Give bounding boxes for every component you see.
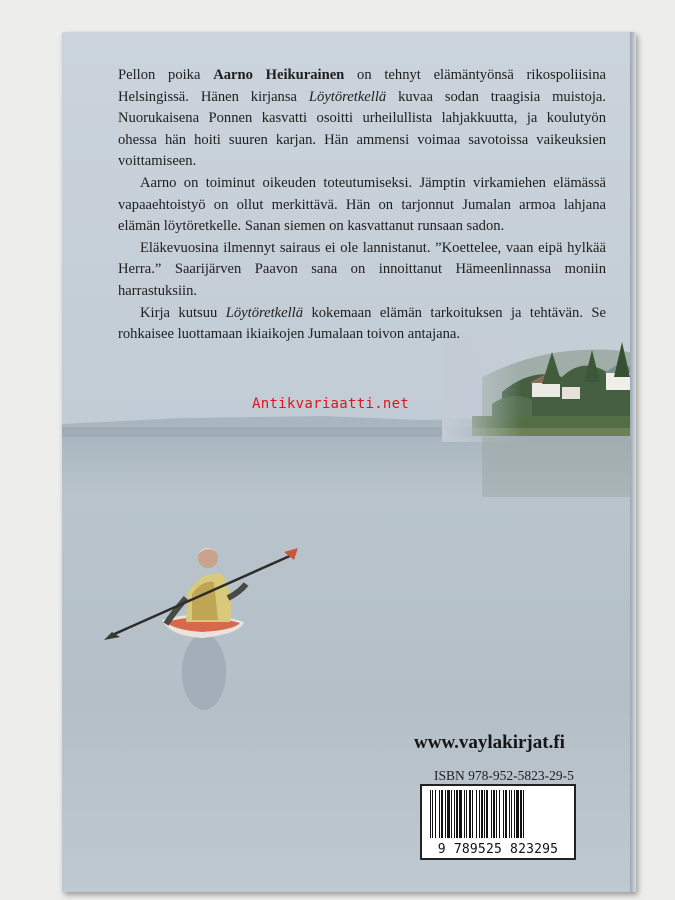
book-title-mention: Löytöretkellä xyxy=(308,88,387,105)
barcode-bar xyxy=(430,790,431,838)
barcode-bar xyxy=(505,790,507,838)
barcode-bar xyxy=(481,790,483,838)
barcode-bar xyxy=(493,790,495,838)
blurb-paragraph-3: Eläkevuosina ilmennyt sairaus ei ole lannistanut. ”Koettelee, vaan eipä hylkää Herra.” Saarijärven Paavon sana on innoittanut Hämeenlinnassa moniin harrastuksiin. xyxy=(118,239,606,299)
barcode-bar xyxy=(479,790,480,838)
blurb-paragraph-1: Pellon poika Aarno Heikurainen on tehnyt elämäntyönsä rikospoliisina Helsingissä. Hänen kirjansa Löytöretkellä kuvaa sodan traagisia muistoja. Nuorukaisena Ponnen kasvatti osoitti urheilullista lahjakkuutta, ja koulutyön ohessa hän hoiti suuren karjan. Hän ammensi voimaa savotoissa vaikeuksien voittamiseen. xyxy=(118,67,606,170)
blurb-paragraph-2: Aarno on toiminut oikeuden toteutumiseksi. Jämptin virkamiehen elämässä vapaaehtoistyö on ollut merkittävä. Hän on tarjonnut Jumalan armoa lahjana elämän löytöretkelle. Sanan siemen on kasvattanut runsaan sadon. xyxy=(118,174,606,235)
barcode-bars xyxy=(422,790,574,844)
barcode xyxy=(420,784,576,860)
barcode-bar xyxy=(432,790,433,838)
barcode-bar xyxy=(435,790,436,838)
barcode-bar xyxy=(496,790,497,838)
back-cover-blurb xyxy=(118,65,606,346)
barcode-bar xyxy=(459,790,462,838)
barcode-bar xyxy=(441,790,443,838)
seller-watermark: Antikvariaatti.net xyxy=(252,396,410,412)
barcode-bar xyxy=(476,790,477,838)
barcode-bar xyxy=(451,790,452,838)
barcode-bar xyxy=(514,790,515,838)
barcode-bar xyxy=(516,790,519,838)
barcode-bar xyxy=(456,790,458,838)
barcode-digits: 9 789525 823295 xyxy=(437,842,559,857)
barcode-bar xyxy=(484,790,485,838)
blurb-paragraph-4: Kirja kutsuu Löytöretkellä kokemaan elämän tarkoituksen ja tehtävän. Se rohkaisee luottamaan ikiaikojen Jumalaan toivon antajana. xyxy=(118,304,606,343)
barcode-bar xyxy=(466,790,467,838)
barcode-bar xyxy=(439,790,440,838)
barcode-bar xyxy=(464,790,465,838)
barcode-bar xyxy=(447,790,450,838)
author-name: Aarno Heikurainen xyxy=(213,67,345,83)
publisher-website[interactable]: www.vaylakirjat.fi xyxy=(414,732,565,753)
barcode-bar xyxy=(454,790,455,838)
barcode-bar xyxy=(445,790,446,838)
barcode-bar xyxy=(469,790,471,838)
barcode-bar xyxy=(499,790,500,838)
barcode-bar xyxy=(491,790,492,838)
barcode-bar xyxy=(511,790,512,838)
book-edge xyxy=(630,32,636,892)
barcode-bar xyxy=(486,790,488,838)
barcode-bar xyxy=(509,790,510,838)
barcode-bar xyxy=(472,790,473,838)
barcode-bar xyxy=(523,790,524,838)
isbn-label: ISBN 978-952-5823-29-5 xyxy=(434,768,574,783)
barcode-bar xyxy=(520,790,522,838)
book-title-mention: Löytöretkellä xyxy=(225,304,304,321)
barcode-bar xyxy=(503,790,504,838)
book-back-cover xyxy=(62,32,636,892)
